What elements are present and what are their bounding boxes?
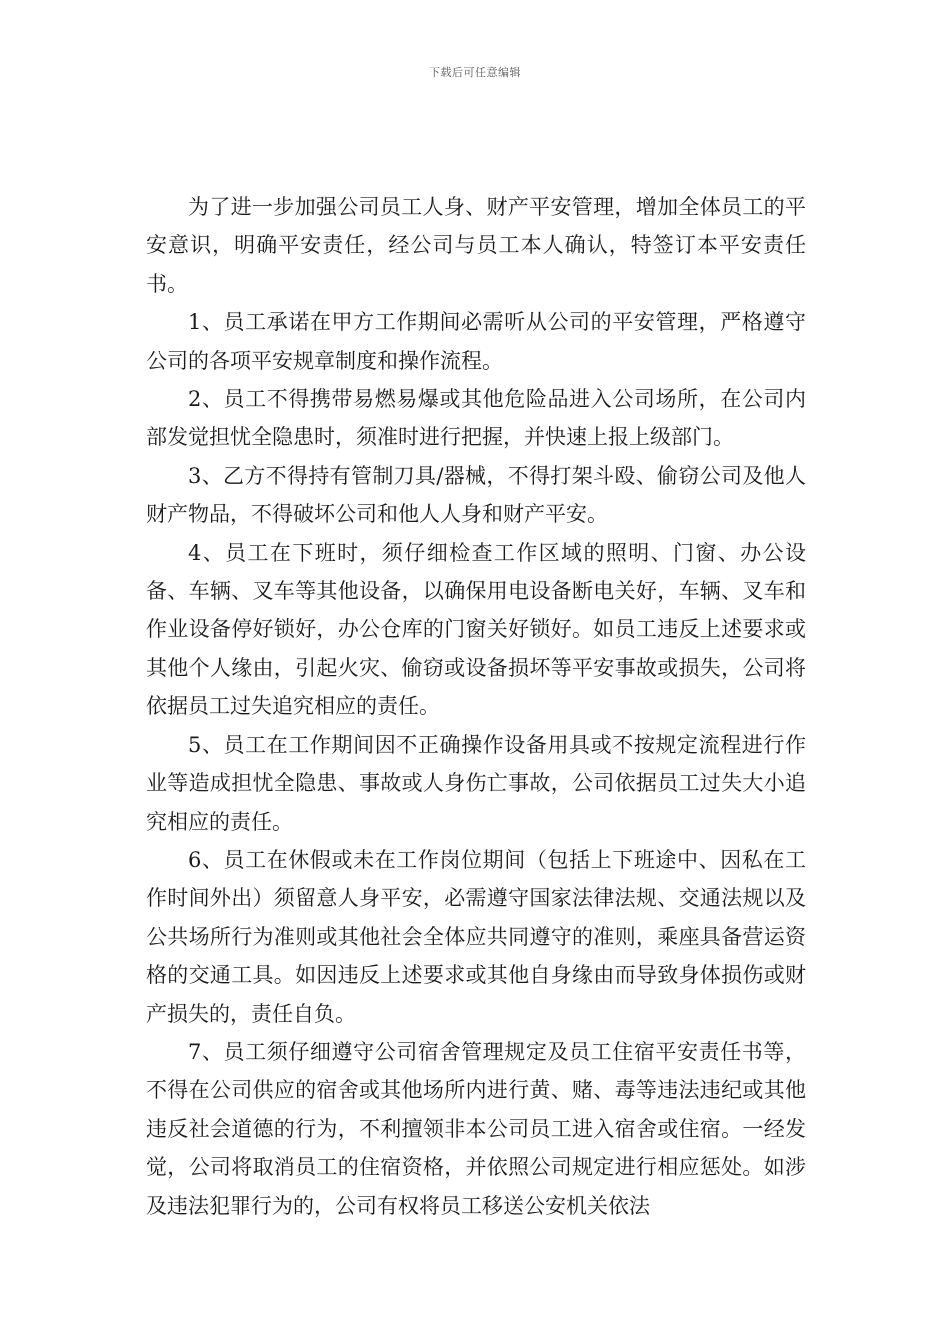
clause-2-paragraph: 2、员工不得携带易燃易爆或其他危险品进入公司场所，在公司内部发觉担忧全隐患时，须准时进行把握，并快速上报上级部门。 xyxy=(146,387,806,450)
clause-6-paragraph: 6、员工在休假或未在工作岗位期间（包括上下班途中、因私在工作时间外出）须留意人身平安，必需遵守国家法律法规、交通法规以及公共场所行为准则或其他社会全体应共同遵守的准则，乘座具备营运资格的交通工具。如因违反上述要求或其他自身缘由而导致身体损伤或财产损失的，责任自负。 xyxy=(146,847,806,1026)
clause-7-paragraph: 7、员工须仔细遵守公司宿舍管理规定及员工住宿平安责任书等，不得在公司供应的宿舍或其他场所内进行黄、赌、毒等违法违纪或其他违反社会道德的行为，不利擅领非本公司员工进入宿舍或住宿。一经发觉，公司将取消员工的住宿资格，并依照公司规定进行相应惩处。如涉及违法犯罪行为的，公司有权将员工移送公安机关依法 xyxy=(146,1039,806,1218)
clause-1-paragraph: 1、员工承诺在甲方工作期间必需听从公司的平安管理，严格遵守公司的各项平安规章制度和操作流程。 xyxy=(146,310,806,373)
clause-5-paragraph: 5、员工在工作期间因不正确操作设备用具或不按规定流程进行作业等造成担忧全隐患、事故或人身伤亡事故，公司依据员工过失大小追究相应的责任。 xyxy=(146,732,806,834)
intro-paragraph: 为了进一步加强公司员工人身、财产平安管理，增加全体员工的平安意识，明确平安责任，经公司与员工本人确认，特签订本平安责任书。 xyxy=(146,195,806,296)
document-body xyxy=(146,188,806,1225)
page-header: 下载后可任意编辑 xyxy=(429,66,521,79)
clause-4-paragraph: 4、员工在下班时，须仔细检查工作区域的照明、门窗、办公设备、车辆、叉车等其他设备，以确保用电设备断电关好，车辆、叉车和作业设备停好锁好，办公仓库的门窗关好锁好。如员工违反上述要求或其他个人缘由，引起火灾、偷窃或设备损坏等平安事故或损失，公司将依据员工过失追究相应的责任。 xyxy=(146,540,806,719)
clause-3-paragraph: 3、乙方不得持有管制刀具/器械，不得打架斗殴、偷窃公司及他人财产物品，不得破坏公司和他人人身和财产平安。 xyxy=(146,463,806,527)
